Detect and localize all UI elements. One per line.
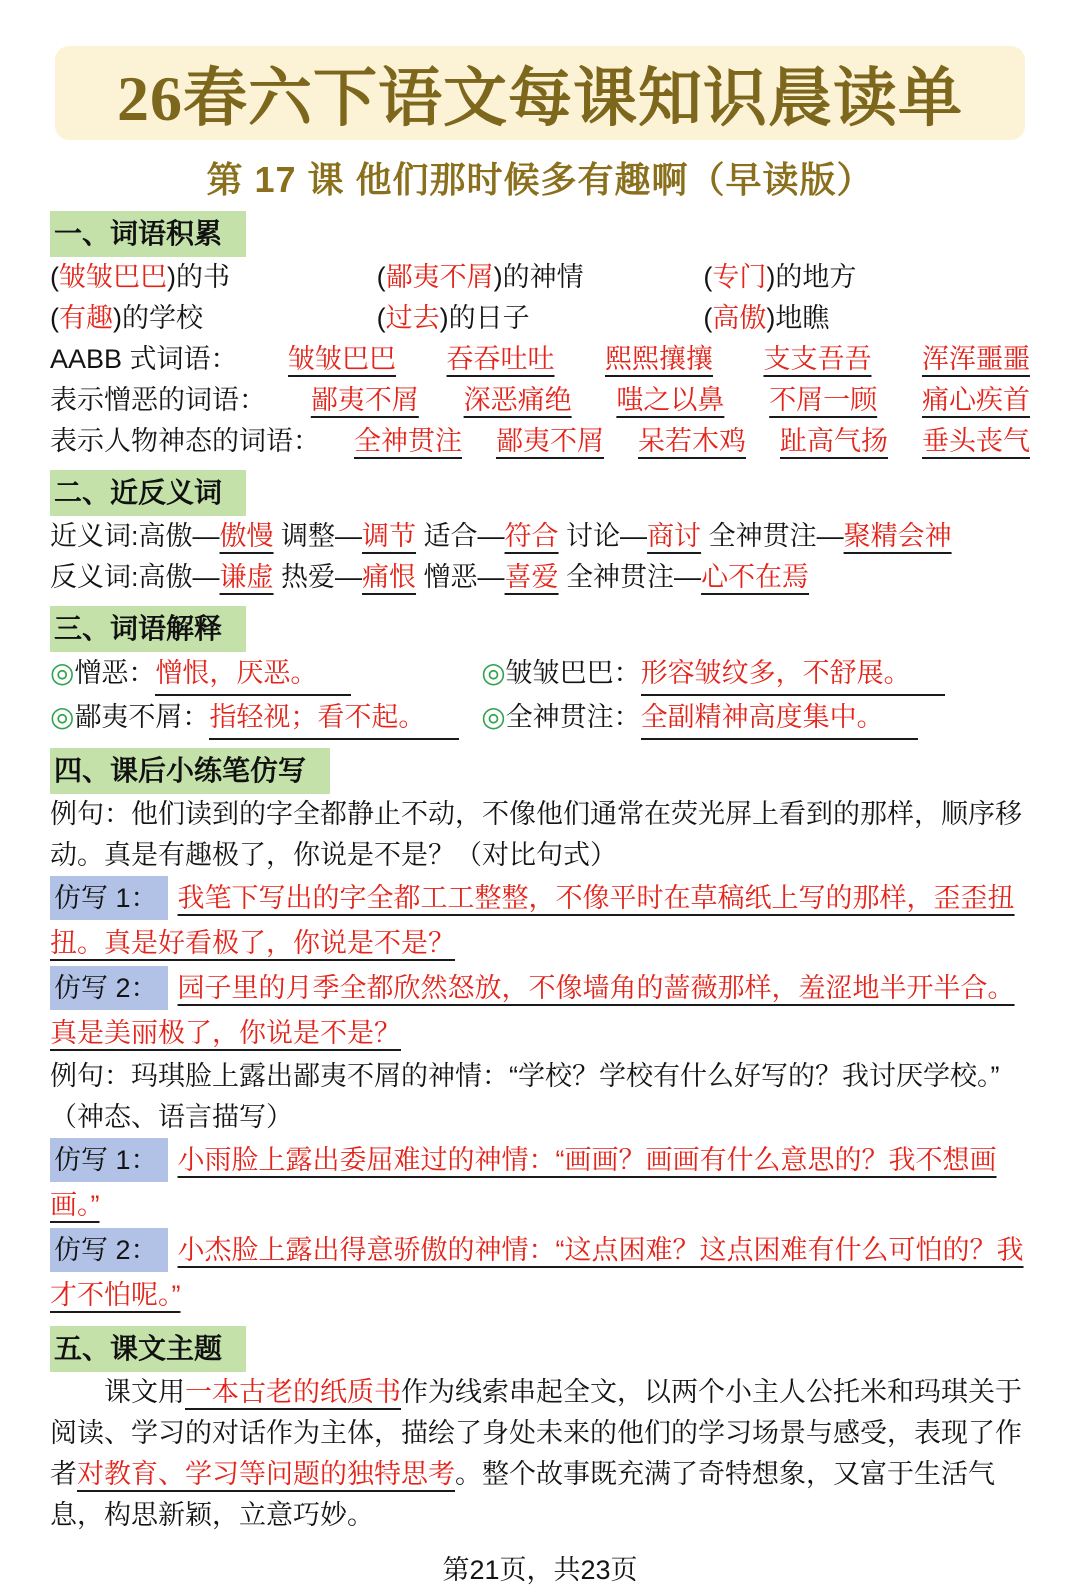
- text-line: [50, 380, 1030, 421]
- text-segment: 深恶痛绝: [463, 385, 572, 415]
- text-segment: 全神贯注: [354, 426, 462, 456]
- text-line: [50, 794, 1030, 876]
- text-segment: )的神情: [493, 262, 584, 292]
- text-segment: 聚精会神: [843, 521, 952, 551]
- text-segment: )的日子: [439, 303, 530, 333]
- bullet-mark-icon: ◎: [481, 701, 506, 732]
- text-segment: 例句：他们读到的字全都静止不动，不像他们通常在荧光屏上看到的那样，顺序移动。真是有趣极了，你说是不是？（对比句式）: [50, 799, 1022, 870]
- text-segment: 趾高气扬: [780, 426, 888, 456]
- text-segment: 高傲: [712, 303, 767, 333]
- text-segment: 有趣: [59, 303, 113, 333]
- text-segment: 表示憎恶的词语：: [50, 385, 266, 415]
- text-line: [50, 1372, 1030, 1536]
- text-segment: 皱皱巴巴: [59, 262, 167, 292]
- text-segment: (: [50, 262, 59, 292]
- text-segment: 近义词:高傲—: [50, 521, 220, 551]
- section-heading: 一、词语积累: [50, 211, 246, 257]
- text-segment: 鄙夷不屑: [385, 262, 494, 292]
- text-segment: 嗤之以鼻: [616, 385, 725, 415]
- page-number: 第21页，共23页: [442, 1555, 638, 1585]
- section-heading-row: [50, 606, 1030, 652]
- text-segment: 小雨脸上露出委屈难过的神情：“画画？画画有什么意思的？我不想画画。”: [50, 1145, 997, 1220]
- text-segment: 一本古老的纸质书: [185, 1377, 401, 1407]
- text-segment: 反义词:高傲—: [50, 562, 220, 592]
- imitation-label: 仿写 2：: [50, 1228, 168, 1272]
- text-line: [50, 1228, 1030, 1318]
- text-segment: 谦虚: [219, 562, 274, 592]
- text-segment: 浑浑噩噩: [921, 344, 1030, 374]
- text-segment: 符合: [504, 521, 559, 551]
- text-segment: 调节: [362, 521, 417, 551]
- text-segment: 憎恶—: [416, 562, 505, 592]
- text-segment: 热爱—: [273, 562, 363, 592]
- text-segment: 全神贯注：: [505, 702, 641, 732]
- text-line: [50, 652, 1030, 696]
- text-cell: [50, 652, 481, 696]
- text-segment: (: [376, 303, 386, 333]
- text-segment: 调整—: [273, 521, 363, 551]
- text-segment: 作为线索串起全文，以两个小主人公托米和玛琪关于阅读、学习的对话作为主体，描绘了身处未来的他们的学习场景与感受，表现了作者: [50, 1377, 1022, 1489]
- text-segment: (: [376, 262, 386, 292]
- text-cell: [377, 257, 704, 298]
- text-line: [50, 876, 1030, 966]
- text-segment: 小杰脸上露出得意骄傲的神情：“这点困难？这点困难有什么可怕的？我才不怕呢。”: [50, 1235, 1024, 1310]
- text-segment: 傲慢: [219, 521, 274, 551]
- text-segment: 呆若木鸡: [638, 426, 746, 456]
- bullet-mark-icon: ◎: [50, 701, 75, 732]
- text-cell: [481, 696, 1030, 740]
- text-segment: 过去: [385, 303, 440, 333]
- text-segment: 课文用: [104, 1377, 185, 1407]
- text-cell: [50, 298, 377, 339]
- text-segment: 皱皱巴巴: [288, 344, 397, 374]
- text-segment: 我笔下写出的字全都工工整整，不像平时在草稿纸上写的那样，歪歪扭扭。真是好看极了，你说是不是？: [50, 883, 1015, 958]
- text-segment: 熙熙攘攘: [605, 344, 713, 374]
- text-cell: [703, 257, 1030, 298]
- title-banner: [55, 46, 1025, 140]
- text-segment: 支支吾吾: [763, 344, 872, 374]
- text-segment: 全副精神高度集中。: [641, 699, 918, 740]
- text-line: [50, 1056, 1030, 1138]
- text-cell: [377, 298, 704, 339]
- text-segment: 专门: [712, 262, 767, 292]
- text-cell: [481, 652, 1030, 696]
- text-segment: 皱皱巴巴：: [505, 658, 641, 688]
- text-line: [50, 966, 1030, 1056]
- section-heading-row: [50, 1326, 1030, 1372]
- text-cell: [50, 696, 481, 740]
- section-heading: 五、课文主题: [50, 1326, 246, 1372]
- imitation-label: 仿写 2：: [50, 966, 168, 1010]
- text-segment: 。整个故事既充满了奇特想象，又富于生活气息，构思新颖，立意巧妙。: [50, 1459, 995, 1530]
- text-segment: 指轻视；看不起。: [209, 699, 459, 740]
- imitation-label: 仿写 1：: [50, 1138, 168, 1182]
- bullet-mark-icon: ◎: [50, 657, 75, 688]
- text-segment: 形容皱纹多，不舒展。: [641, 655, 945, 696]
- text-segment: )地瞧: [766, 303, 830, 333]
- text-line: [50, 421, 1030, 462]
- text-segment: 表示人物神态的词语：: [50, 426, 320, 456]
- text-segment: 讨论—: [558, 521, 648, 551]
- text-segment: (: [703, 262, 713, 292]
- section-heading: 三、词语解释: [50, 606, 246, 652]
- section: [50, 470, 1030, 598]
- section-heading-row: [50, 748, 1030, 794]
- text-segment: 鄙夷不屑: [310, 385, 419, 415]
- section-heading: 二、近反义词: [50, 470, 246, 516]
- text-segment: 适合—: [416, 521, 505, 551]
- text-segment: 喜爱: [504, 562, 559, 592]
- lesson-subtitle: 第 17 课 他们那时候多有趣啊（早读版）: [206, 159, 874, 200]
- text-line: [50, 1138, 1030, 1228]
- text-segment: 垂头丧气: [922, 426, 1030, 456]
- text-segment: )的学校: [113, 303, 203, 333]
- text-line: [50, 298, 1030, 339]
- sections-container: [50, 211, 1030, 1536]
- text-line: [50, 557, 1030, 598]
- section: [50, 748, 1030, 1318]
- section-heading: 四、课后小练笔仿写: [50, 748, 330, 794]
- text-segment: （神态、语言描写）: [50, 1102, 293, 1132]
- text-line: [50, 516, 1030, 557]
- text-segment: 不屑一顾: [769, 385, 878, 415]
- text-segment: 全神贯注—: [558, 562, 702, 592]
- section-heading-row: [50, 211, 1030, 257]
- text-segment: 痛恨: [362, 562, 417, 592]
- text-segment: )的书: [167, 262, 230, 292]
- text-segment: 对教育、学习等问题的独特思考: [77, 1459, 455, 1489]
- text-segment: 例句：玛琪脸上露出鄙夷不屑的神情：“学校？学校有什么好写的？我讨厌学校。”: [50, 1061, 1000, 1091]
- text-segment: 憎恶：: [74, 658, 156, 688]
- text-line: [50, 339, 1030, 380]
- worksheet-page: [0, 46, 1080, 1587]
- imitation-label: 仿写 1：: [50, 876, 168, 920]
- text-line: [50, 696, 1030, 740]
- bullet-mark-icon: ◎: [481, 657, 506, 688]
- text-segment: 痛心疾首: [921, 385, 1030, 415]
- text-cell: [703, 298, 1030, 339]
- text-segment: 全神贯注—: [701, 521, 844, 551]
- text-cell: [50, 257, 377, 298]
- section: [50, 1326, 1030, 1536]
- text-segment: (: [703, 303, 713, 333]
- text-segment: 吞吞吐吐: [446, 344, 555, 374]
- text-segment: 园子里的月季全都欣然怒放，不像墙角的蔷薇那样，羞涩地半开半合。真是美丽极了，你说是不是？: [50, 973, 1015, 1048]
- text-segment: )的地方: [766, 262, 857, 292]
- text-segment: 憎恨，厌恶。: [155, 655, 351, 696]
- text-segment: (: [50, 303, 59, 333]
- text-segment: 商讨: [647, 521, 702, 551]
- text-line: [50, 257, 1030, 298]
- section: [50, 211, 1030, 462]
- section-heading-row: [50, 470, 1030, 516]
- text-segment: 心不在焉: [701, 562, 810, 592]
- page-title: 26春六下语文每课知识晨读单: [117, 63, 963, 134]
- section: [50, 606, 1030, 740]
- text-segment: 鄙夷不屑：: [74, 702, 210, 732]
- text-segment: AABB 式词语：: [50, 344, 238, 374]
- text-segment: 鄙夷不屑: [496, 426, 604, 456]
